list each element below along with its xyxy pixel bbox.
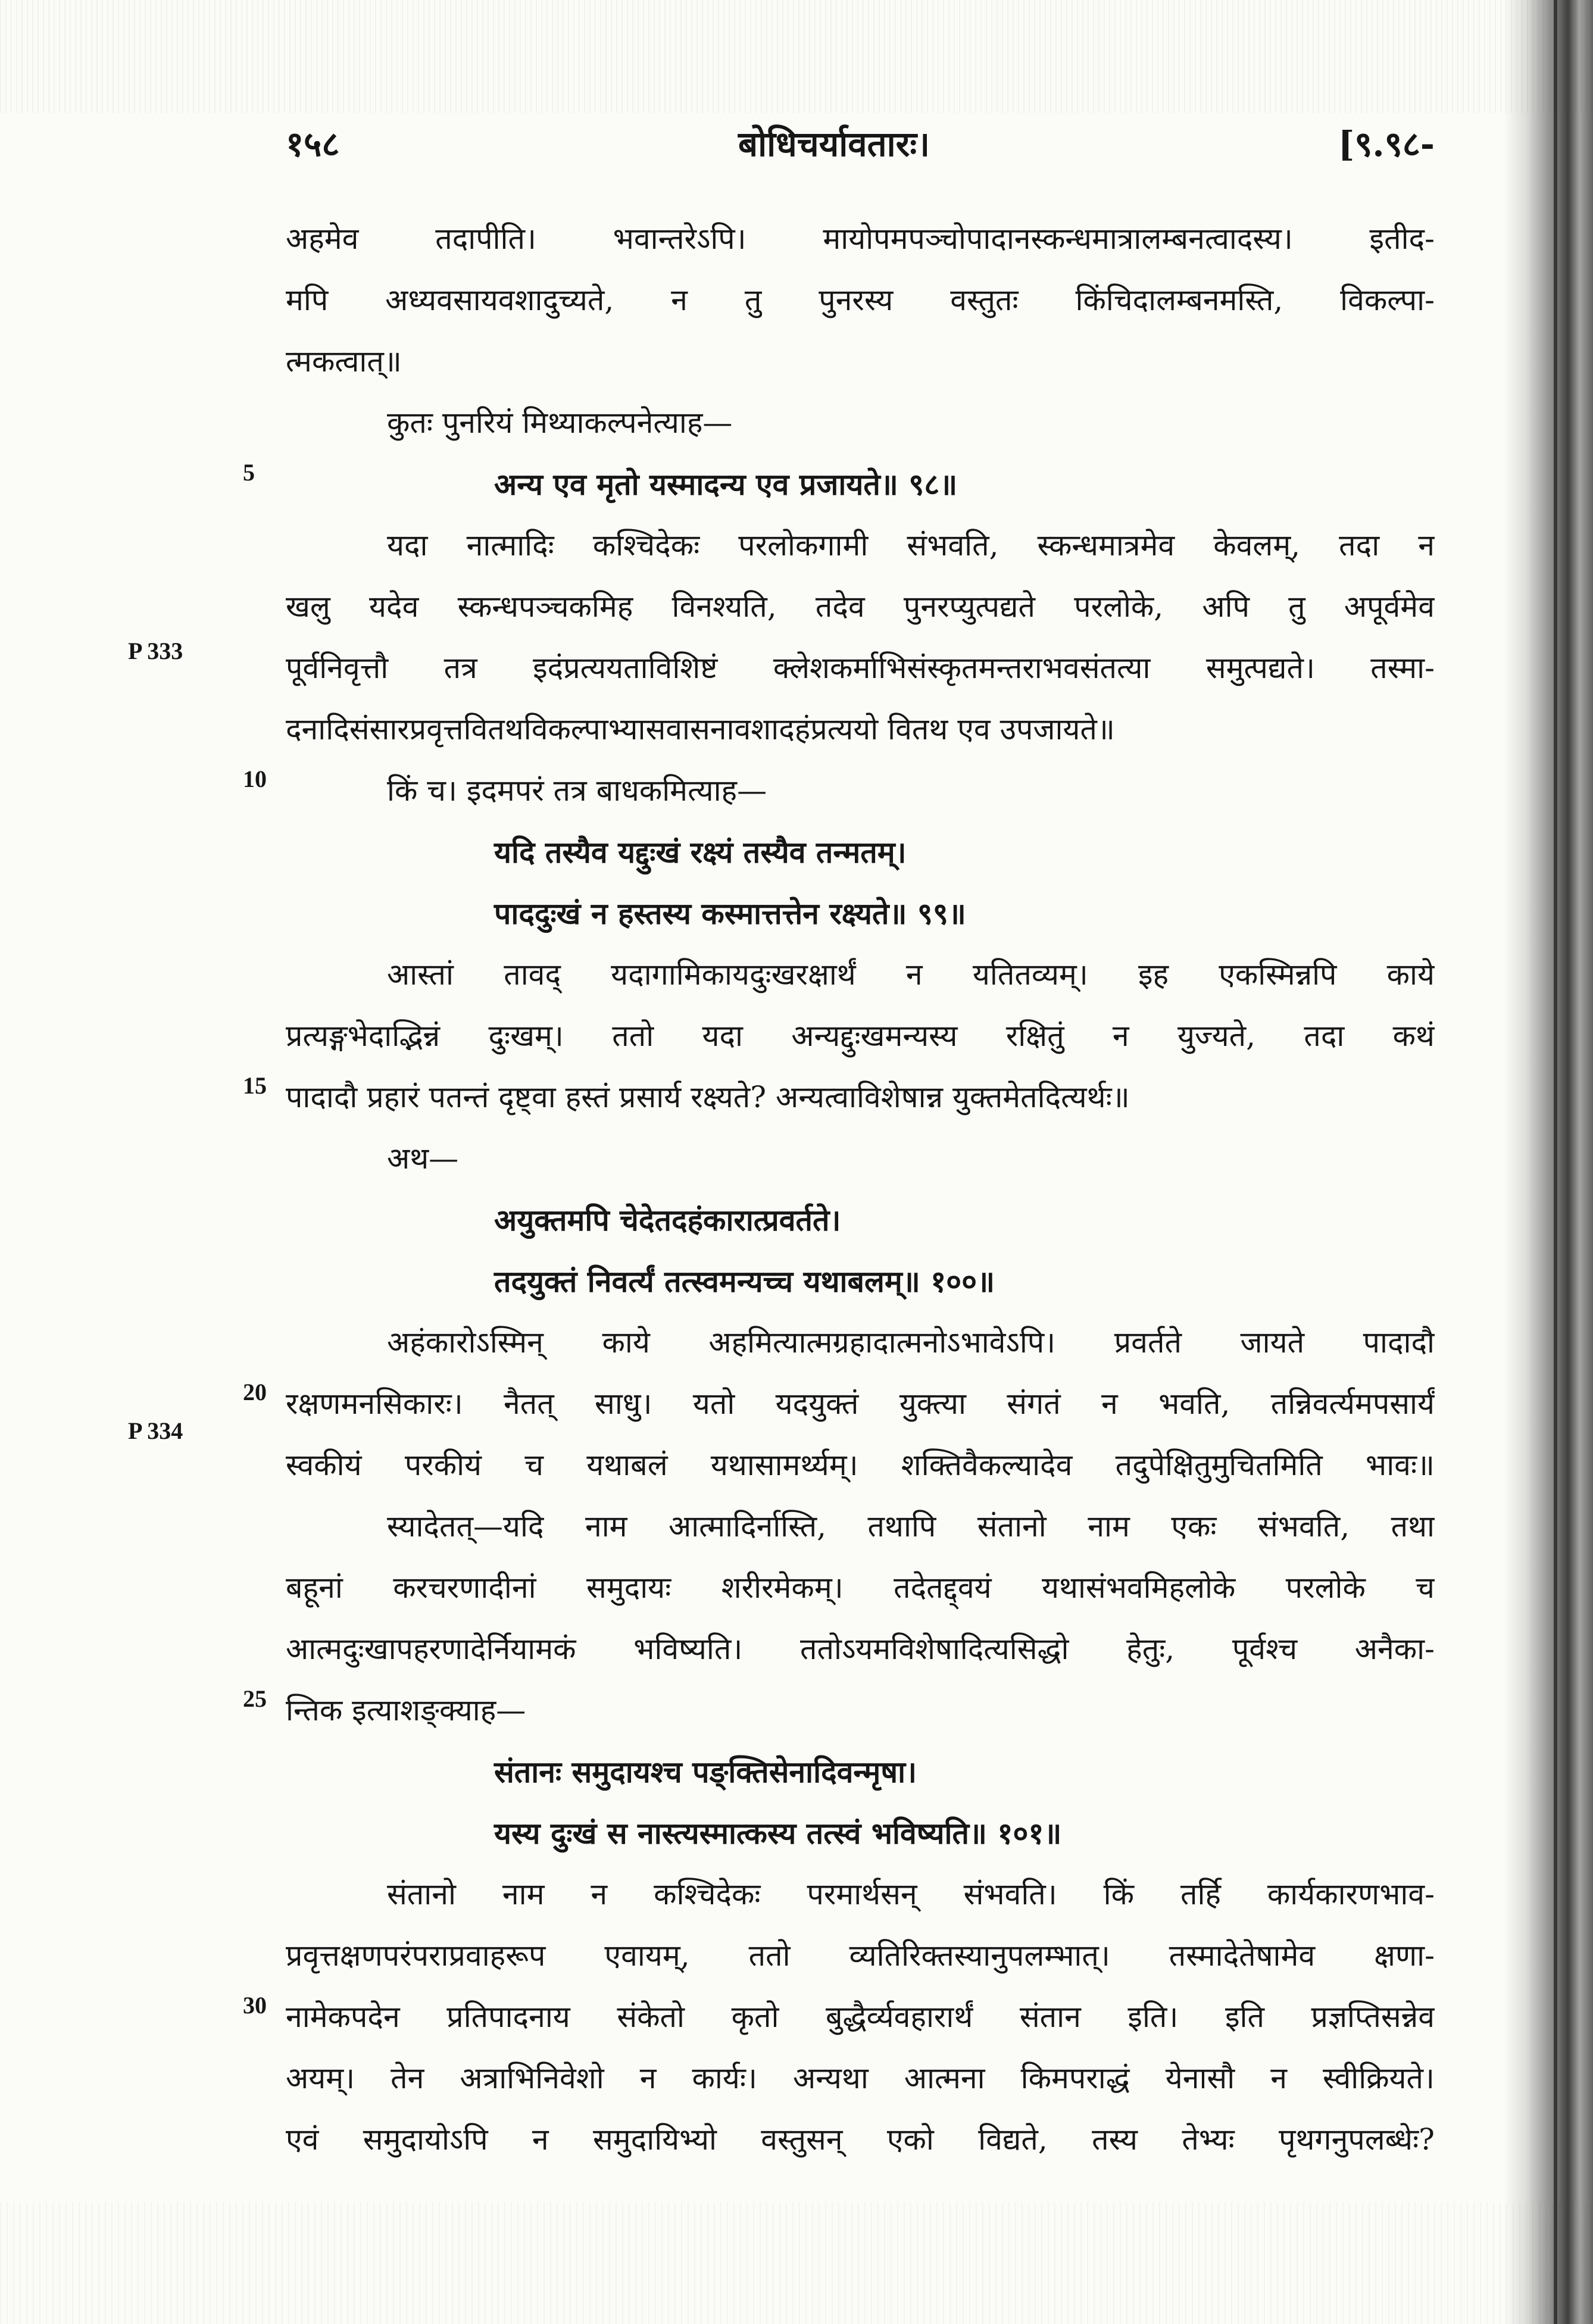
text-line: बहूनां करचरणादीनां समुदायः शरीरमेकम्। तदेतद्द्वयं यथासंभवमिहलोके परलोके च bbox=[286, 1570, 1435, 1605]
text-line: अथ— bbox=[387, 1141, 459, 1176]
line-number-20: 20 bbox=[243, 1379, 267, 1405]
scan-noise-top bbox=[0, 0, 1593, 113]
verse-line: यस्य दुःखं स नास्त्यस्मात्कस्य तत्स्वं भविष्यति॥ १०१॥ bbox=[494, 1816, 1062, 1851]
verse-reference: [९.९८- bbox=[1338, 124, 1435, 164]
verse-line: पाददुःखं न हस्तस्य कस्मात्तत्तेन रक्ष्यते॥ ९९॥ bbox=[494, 896, 966, 931]
line-number-5: 5 bbox=[243, 459, 255, 486]
text-line: खलु यदेव स्कन्धपञ्चकमिह विनश्यति, तदेव पुनरप्युत्पद्यते परलोके, अपि तु अपूर्वमेव bbox=[286, 589, 1435, 624]
running-title: बोधिचर्यावतारः। bbox=[738, 124, 930, 164]
verse-line: यदि तस्यैव यद्दुःखं रक्ष्यं तस्यैव तन्मतम्। bbox=[494, 835, 907, 870]
text-line: प्रवृत्तक्षणपरंपराप्रवाहरूप एवायम्, ततो व्यतिरिक्तस्यानुपलम्भात्। तस्मादेतेषामेव क्षणा- bbox=[286, 1938, 1435, 1973]
verse-line: अन्य एव मृतो यस्मादन्य एव प्रजायते॥ ९८॥ bbox=[494, 467, 958, 502]
line-number-25: 25 bbox=[243, 1685, 267, 1712]
running-header bbox=[286, 119, 1435, 173]
text-line: संतानो नाम न कश्चिदेकः परमार्थसन् संभवति। किं तर्हि कार्यकारणभाव- bbox=[387, 1877, 1435, 1911]
text-line: पादादौ प्रहारं पतन्तं दृष्ट्वा हस्तं प्रसार्य रक्ष्यते? अन्यत्वाविशेषान्न युक्तमेतदित्यर्थः॥ bbox=[286, 1080, 1130, 1114]
margin-page-ref-334: P 334 bbox=[128, 1417, 183, 1444]
text-line: आत्मदुःखापहरणादेर्नियामकं भविष्यति। ततोऽयमविशेषादित्यसिद्धो हेतुः, पूर्वश्च अनैका- bbox=[286, 1632, 1435, 1666]
margin-page-ref-333: P 333 bbox=[128, 638, 183, 664]
text-line: अयम्। तेन अत्राभिनिवेशो न कार्यः। अन्यथा आत्मना किमपराद्धं येनासौ न स्वीक्रियते। bbox=[286, 2061, 1435, 2095]
text-line: त्मकत्वात्॥ bbox=[286, 344, 402, 379]
text-line: स्वकीयं परकीयं च यथाबलं यथासामर्थ्यम्। शक्तिवैकल्यादेव तदुपेक्षितुमुचितमिति भावः॥ bbox=[286, 1448, 1435, 1482]
page-body bbox=[286, 208, 1435, 2170]
text-line: न्तिक इत्याशङ्क्याह— bbox=[286, 1693, 526, 1728]
text-line: अहमेव तदापीति। भवान्तरेऽपि। मायोपमपञ्चोपादानस्कन्धमात्रालम्बनत्वादस्य। इतीद- bbox=[286, 221, 1435, 256]
text-line: पूर्वनिवृत्तौ तत्र इदंप्रत्ययताविशिष्टं क्लेशकर्माभिसंस्कृतमन्तराभवसंतत्या समुत्पद्यते। तस्मा- bbox=[286, 651, 1435, 685]
verse-line: अयुक्तमपि चेदेतदहंकारात्प्रवर्तते। bbox=[494, 1202, 841, 1238]
text-line: नामेकपदेन प्रतिपादनाय संकेतो कृतो बुद्धैर्व्यवहारार्थं संतान इति। इति प्रज्ञप्तिसन्नेव bbox=[286, 2000, 1435, 2034]
book-binding-edge bbox=[1554, 0, 1557, 2324]
line-number-10: 10 bbox=[243, 766, 267, 792]
text-line: रक्षणमनसिकारः। नैतत् साधु। यतो यदयुक्तं युक्त्या संगतं न भवति, तन्निवर्त्यमपसार्यं bbox=[286, 1386, 1435, 1421]
text-line: अहंकारोऽस्मिन् काये अहमित्यात्मग्रहादात्मनोऽभावेऽपि। प्रवर्तते जायते पादादौ bbox=[387, 1325, 1435, 1360]
text-line: एवं समुदायोऽपि न समुदायिभ्यो वस्तुसन् एको विद्यते, तस्य तेभ्यः पृथगनुपलब्धेः? bbox=[286, 2122, 1435, 2157]
line-number-15: 15 bbox=[243, 1072, 267, 1099]
text-line: किं च। इदमपरं तत्र बाधकमित्याह— bbox=[387, 773, 767, 808]
text-line: कुतः पुनरियं मिथ्याकल्पनेत्याह— bbox=[387, 405, 733, 440]
text-line: स्यादेतत्—यदि नाम आत्मादिर्नास्ति, तथापि संतानो नाम एकः संभवति, तथा bbox=[387, 1509, 1435, 1544]
verse-line: संतानः समुदायश्च पङ्क्तिसेनादिवन्मृषा। bbox=[494, 1754, 917, 1789]
text-line: आस्तां तावद् यदागामिकायदुःखरक्षार्थं न यतितव्यम्। इह एकस्मिन्नपि काये bbox=[387, 957, 1435, 992]
text-line: प्रत्यङ्गभेदाद्भिन्नं दुःखम्। ततो यदा अन्यद्दुःखमन्यस्य रक्षितुं न युज्यते, तदा कथं bbox=[286, 1019, 1435, 1053]
verse-line: तदयुक्तं निवर्त्यं तत्स्वमन्यच्च यथाबलम्॥ १००॥ bbox=[494, 1264, 995, 1299]
page-number: १५८ bbox=[286, 124, 340, 164]
book-binding-shadow bbox=[1504, 0, 1593, 2324]
text-line: दनादिसंसारप्रवृत्तवितथविकल्पाभ्यासवासनावशादहंप्रत्ययो वितथ एव उपजायते॥ bbox=[286, 712, 1115, 746]
text-line: यदा नात्मादिः कश्चिदेकः परलोकगामी संभवति, स्कन्धमात्रमेव केवलम्, तदा न bbox=[387, 528, 1435, 563]
scan-noise-bottom bbox=[0, 2203, 1593, 2324]
text-line: मपि अध्यवसायवशादुच्यते, न तु पुनरस्य वस्तुतः किंचिदालम्बनमस्ति, विकल्पा- bbox=[286, 283, 1435, 317]
line-number-30: 30 bbox=[243, 1992, 267, 2019]
